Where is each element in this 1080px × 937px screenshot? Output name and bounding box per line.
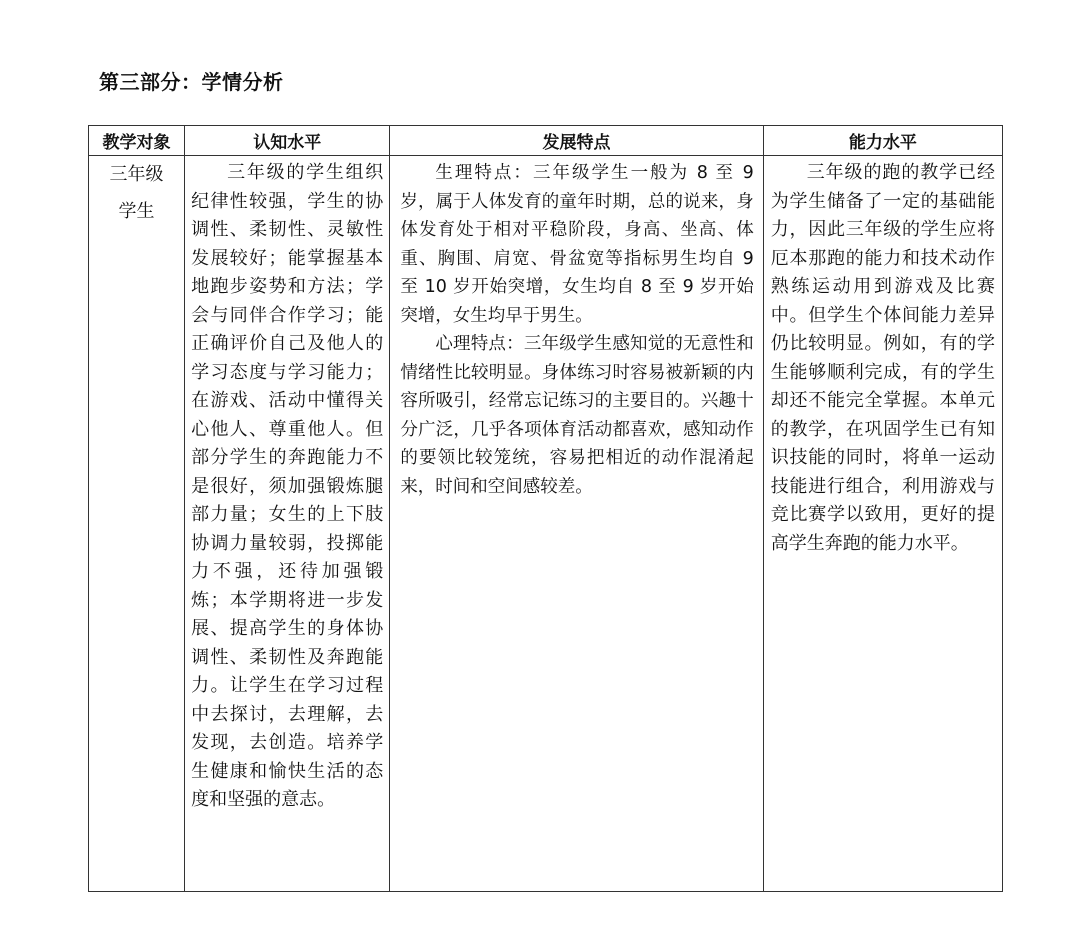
target-cell bbox=[89, 156, 185, 892]
ability-level-text: 三年级的跑的教学已经为学生储备了一定的基础能力，因此三年级的学生应将厄本那跑的能力和技术动作熟练运动用到游戏及比赛中。但学生个体间能力差异仍比较明显。例如，有的学生能够顺利完成，有的学生却还不能完全掌握。本单元的教学，在巩固学生已有知识技能的同时，将单一运动技能进行组合，利用游戏与竞比赛学以致用，更好的提高学生奔跑的能力水平。 bbox=[770, 162, 995, 554]
target-grade: 三年级 bbox=[109, 164, 164, 185]
physiological-text: 生理特点：三年级学生一般为 8 至 9 岁，属于人体发育的童年时期，总的说来，身体发育处于相对平稳阶段，身高、坐高、体重、胸围、肩宽、骨盆宽等指标男生均自 9 至 10 岁开始突增，女生均自 8 至 9 岁开始突增，女生均早于男生。 bbox=[400, 163, 754, 326]
cognitive-level-text: 三年级的学生组织纪律性较强，学生的协调性、柔韧性、灵敏性发展较好；能掌握基本地跑步姿势和方法；学会与同伴合作学习；能正确评价自己及他人的学习态度与学习能力；在游戏、活动中懂得关心他人、尊重他人。但部分学生的奔跑能力不是很好，须加强锻炼腿部力量；女生的上下肢协调力量较弱，投掷能力不强，还待加强锻炼；本学期将进一步发展、提高学生的身体协调性、柔韧性及奔跑能力。让学生在学习过程中去探讨，去理解，去发现，去创造。培养学生健康和愉快生活的态度和坚强的意志。 bbox=[191, 162, 384, 810]
cognitive-level-cell bbox=[185, 156, 390, 892]
table-row bbox=[89, 156, 1003, 892]
psychological-text: 心理特点：三年级学生感知觉的无意性和情绪性比较明显。身体练习时容易被新颖的内容所吸引，经常忘记练习的主要目的。兴趣十分广泛，几乎各项体育活动都喜欢，感知动作的要领比较笼统，容易把相近的动作混淆起来，时间和空间感较差。 bbox=[400, 334, 754, 497]
header-cognitive-level: 认知水平 bbox=[185, 126, 390, 156]
development-cell bbox=[390, 156, 763, 892]
table-header-row bbox=[89, 126, 1003, 156]
header-teaching-target: 教学对象 bbox=[89, 126, 185, 156]
target-students: 学生 bbox=[118, 201, 155, 222]
ability-level-cell bbox=[763, 156, 1002, 892]
section-title: 第三部分：学情分析 bbox=[99, 70, 284, 94]
header-ability-level: 能力水平 bbox=[763, 126, 1002, 156]
header-development: 发展特点 bbox=[390, 126, 763, 156]
student-analysis-table bbox=[88, 125, 1003, 892]
